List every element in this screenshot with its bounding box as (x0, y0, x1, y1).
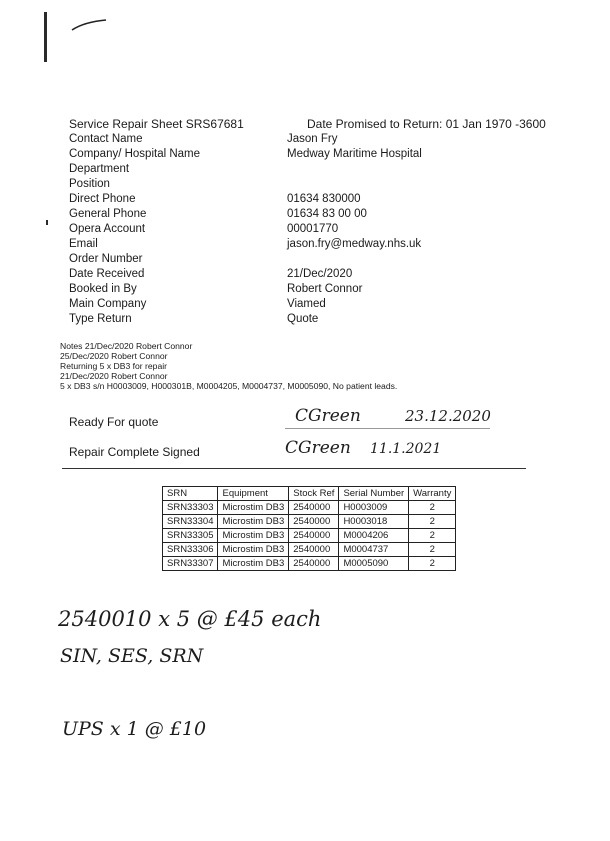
field-value: Quote (287, 313, 319, 325)
cell-equipment: Microstim DB3 (218, 515, 289, 529)
handwritten-line-shipping: UPS x 1 @ £10 (62, 718, 207, 740)
pen-stroke (70, 16, 110, 36)
handwritten-line-items: SIN, SES, SRN (60, 645, 204, 667)
cell-stock-ref: 2540000 (289, 557, 339, 571)
repair-complete-label: Repair Complete Signed (69, 445, 200, 459)
note-line: Notes 21/Dec/2020 Robert Connor (60, 341, 193, 351)
field-value: Jason Fry (287, 133, 338, 145)
field-value: 00001770 (287, 223, 339, 235)
field-row-department (69, 162, 489, 177)
field-label: Main Company (69, 298, 147, 310)
cell-serial: M0005090 (339, 557, 409, 571)
field-value: 21/Dec/2020 (287, 268, 353, 280)
table-row (163, 543, 456, 557)
contact-info-grid (69, 132, 489, 327)
cell-serial: M0004737 (339, 543, 409, 557)
field-label: Type Return (69, 313, 132, 325)
field-row-date-received (69, 267, 489, 282)
field-row-email (69, 237, 489, 252)
scan-edge-dash (46, 220, 48, 225)
field-label: Booked in By (69, 283, 137, 295)
table-row (163, 529, 456, 543)
signature-line (285, 428, 490, 429)
ready-signature-date: 23.12.2020 (405, 407, 491, 425)
column-header-warranty: Warranty (409, 487, 456, 501)
cell-srn: SRN33303 (163, 501, 218, 515)
field-value: 01634 83 00 00 (287, 208, 367, 220)
cell-srn: SRN33307 (163, 557, 218, 571)
cell-warranty: 2 (409, 515, 456, 529)
scan-edge-mark (44, 12, 47, 62)
table-row (163, 515, 456, 529)
field-row-contact-name (69, 132, 489, 147)
field-row-type-return (69, 312, 489, 327)
field-label: Direct Phone (69, 193, 136, 205)
cell-serial: H0003018 (339, 515, 409, 529)
field-label: Department (69, 163, 130, 175)
field-value: 01634 830000 (287, 193, 361, 205)
sheet-title: Service Repair Sheet SRS67681 (69, 117, 244, 131)
field-label: Order Number (69, 253, 143, 265)
section-divider (62, 468, 526, 469)
repair-items-table (162, 486, 456, 571)
field-label: Company/ Hospital Name (69, 148, 201, 160)
table-header-row (163, 487, 456, 501)
handwritten-line-quote: 2540010 x 5 @ £45 each (58, 607, 322, 631)
cell-stock-ref: 2540000 (289, 529, 339, 543)
cell-srn: SRN33304 (163, 515, 218, 529)
field-row-position (69, 177, 489, 192)
field-row-booked-in-by (69, 282, 489, 297)
ready-for-quote-label: Ready For quote (69, 415, 159, 429)
cell-stock-ref: 2540000 (289, 543, 339, 557)
field-row-general-phone (69, 207, 489, 222)
cell-equipment: Microstim DB3 (218, 543, 289, 557)
cell-equipment: Microstim DB3 (218, 501, 289, 515)
column-header-equipment: Equipment (218, 487, 289, 501)
note-line: 5 x DB3 s/n H0003009, H000301B, M0004205, M0004737, M0005090, No patient leads. (60, 381, 398, 391)
field-value: jason.fry@medway.nhs.uk (287, 238, 422, 250)
cell-warranty: 2 (409, 529, 456, 543)
cell-srn: SRN33305 (163, 529, 218, 543)
cell-equipment: Microstim DB3 (218, 529, 289, 543)
cell-serial: H0003009 (339, 501, 409, 515)
table-row (163, 501, 456, 515)
cell-warranty: 2 (409, 557, 456, 571)
ready-signature: CGreen (295, 406, 361, 426)
cell-stock-ref: 2540000 (289, 501, 339, 515)
note-line: 21/Dec/2020 Robert Connor (60, 371, 168, 381)
field-value: Viamed (287, 298, 326, 310)
cell-srn: SRN33306 (163, 543, 218, 557)
field-label: Opera Account (69, 223, 146, 235)
cell-stock-ref: 2540000 (289, 515, 339, 529)
field-row-company (69, 147, 489, 162)
cell-serial: M0004206 (339, 529, 409, 543)
complete-signature-date: 11.1.2021 (370, 441, 442, 457)
field-label: Email (69, 238, 98, 250)
column-header-srn: SRN (163, 487, 218, 501)
field-row-main-company (69, 297, 489, 312)
field-row-order-number (69, 252, 489, 267)
note-line: Returning 5 x DB3 for repair (60, 361, 167, 371)
cell-equipment: Microstim DB3 (218, 557, 289, 571)
note-line: 25/Dec/2020 Robert Connor (60, 351, 168, 361)
field-label: Position (69, 178, 110, 190)
field-label: Contact Name (69, 133, 143, 145)
cell-warranty: 2 (409, 501, 456, 515)
cell-warranty: 2 (409, 543, 456, 557)
column-header-serial-number: Serial Number (339, 487, 409, 501)
field-value: Medway Maritime Hospital (287, 148, 422, 160)
column-header-stock-ref: Stock Ref (289, 487, 339, 501)
notes-block (60, 341, 397, 391)
table-row (163, 557, 456, 571)
field-row-opera-account (69, 222, 489, 237)
field-label: General Phone (69, 208, 147, 220)
complete-signature: CGreen (285, 438, 351, 458)
field-label: Date Received (69, 268, 145, 280)
field-row-direct-phone (69, 192, 489, 207)
date-promised: Date Promised to Return: 01 Jan 1970 -3600 (307, 117, 546, 131)
field-value: Robert Connor (287, 283, 363, 295)
